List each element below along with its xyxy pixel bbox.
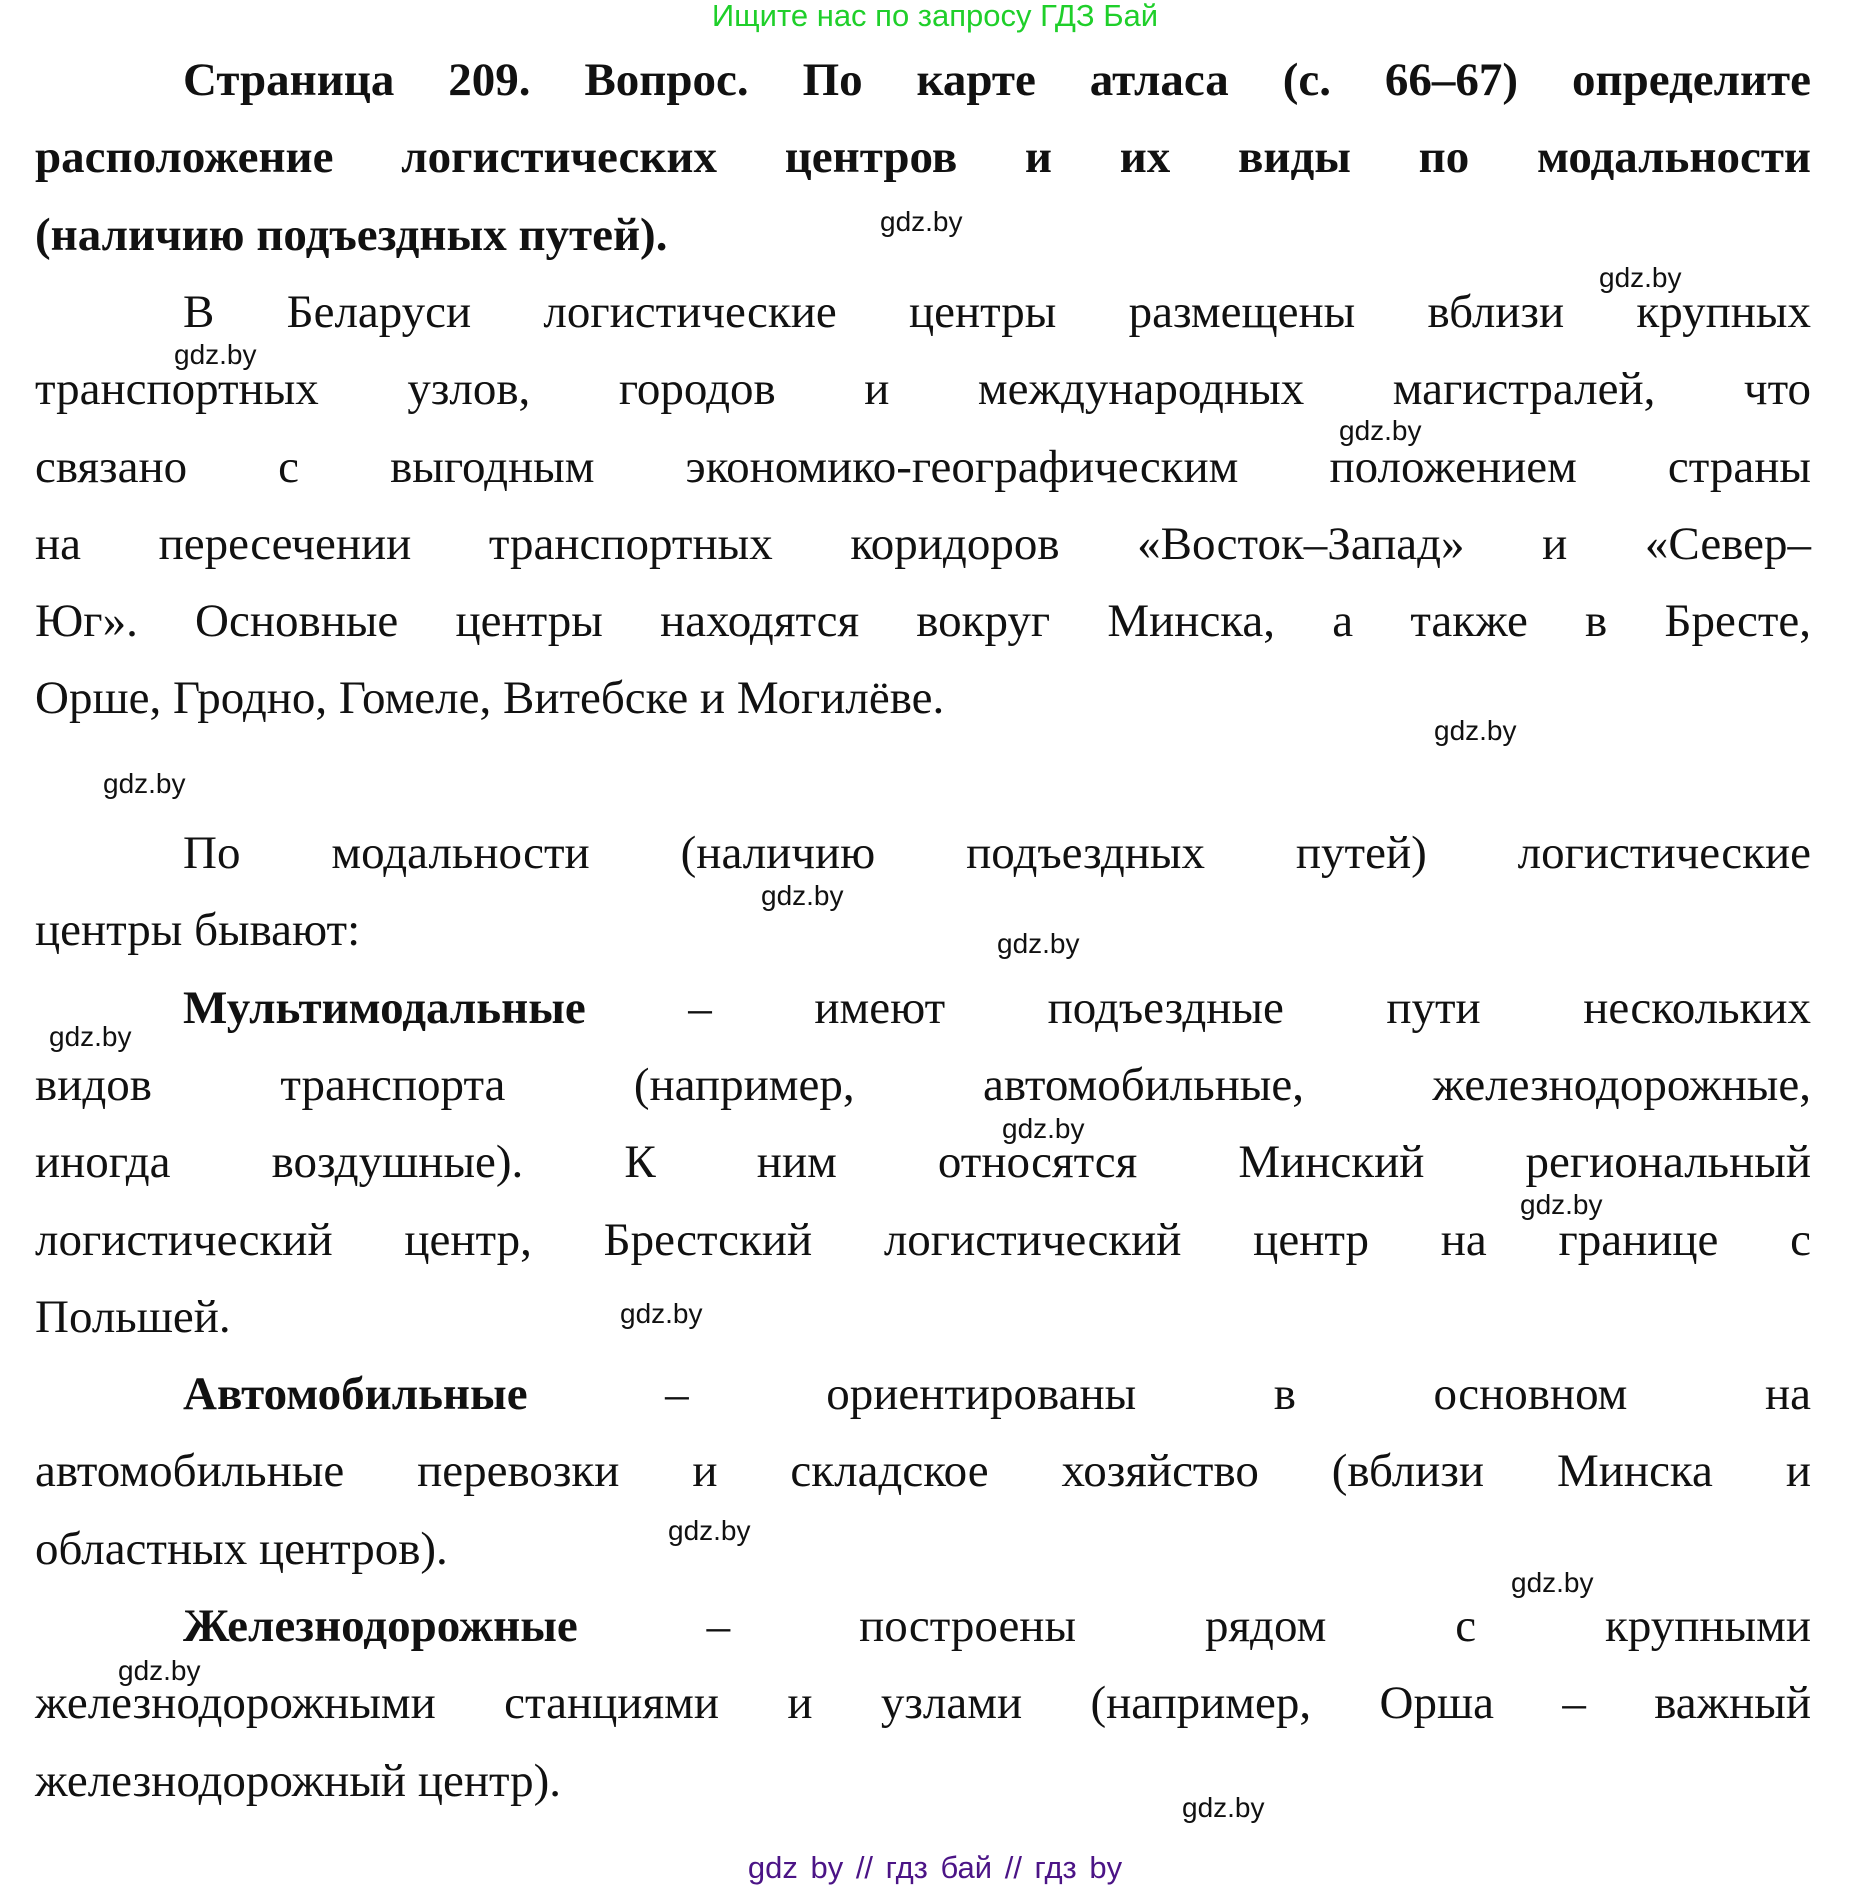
- text-line: автомобильные перевозки и складское хозяйство (вблизи Минска и: [35, 1445, 1811, 1498]
- watermark: gdz.by: [1599, 262, 1682, 293]
- term-bold: Мультимодальные: [183, 981, 586, 1034]
- text-line: железнодорожный центр).: [35, 1754, 561, 1807]
- text-line: транспортных узлов, городов и международных магистралей, что: [35, 363, 1811, 416]
- watermark: gdz.by: [1002, 1113, 1085, 1144]
- footer: gdz by // гдз бай // гдз by: [747, 1850, 1123, 1885]
- text-line: В Беларуси логистические центры размещены вблизи крупных: [183, 285, 1811, 338]
- text-line: Юг». Основные центры находятся вокруг Минска, а также в Бресте,: [35, 595, 1811, 648]
- question-title-line: (наличию подъездных путей).: [35, 208, 668, 261]
- text-line: Железнодорожные – построены рядом с крупными: [183, 1600, 1811, 1652]
- top-note: Ищите нас по запросу ГДЗ Бай: [711, 0, 1159, 33]
- text-line: железнодорожными станциями и узлами (например, Орша – важный: [35, 1677, 1811, 1730]
- text-line: видов транспорта (например, автомобильные, железнодорожные,: [35, 1058, 1811, 1111]
- watermark: gdz.by: [668, 1515, 751, 1546]
- text-line: логистический центр, Брестский логистический центр на границе с: [35, 1213, 1811, 1266]
- watermark: gdz.by: [118, 1655, 201, 1686]
- watermark: gdz.by: [997, 928, 1080, 959]
- watermark: gdz.by: [174, 339, 257, 370]
- watermark: gdz.by: [1520, 1189, 1603, 1220]
- text-line: иногда воздушные). К ним относятся Минский региональный: [35, 1136, 1811, 1189]
- question-title-line: расположение логистических центров и их виды по модальности: [35, 131, 1811, 184]
- text-line: Польшей.: [35, 1290, 231, 1343]
- term-bold: Автомобильные: [183, 1368, 528, 1421]
- watermark: gdz.by: [1511, 1567, 1594, 1598]
- term-bold: Железнодорожные: [183, 1600, 578, 1652]
- text-line: Мультимодальные – имеют подъездные пути нескольких: [183, 981, 1811, 1034]
- watermark: gdz.by: [1182, 1792, 1265, 1823]
- watermark: gdz.by: [761, 880, 844, 911]
- watermark: gdz.by: [620, 1298, 703, 1329]
- text-line: связано с выгодным экономико-географическим положением страны: [35, 440, 1811, 493]
- watermark: gdz.by: [103, 768, 186, 799]
- watermark: gdz.by: [880, 206, 963, 237]
- text-line: Орше, Гродно, Гомеле, Витебске и Могилёве.: [35, 672, 945, 725]
- text-line: областных центров).: [35, 1522, 448, 1575]
- watermark: gdz.by: [1339, 415, 1422, 446]
- text-line: на пересечении транспортных коридоров «Восток–Запад» и «Север–: [35, 517, 1811, 570]
- text-line: По модальности (наличию подъездных путей) логистические: [183, 827, 1811, 879]
- text-line: Автомобильные – ориентированы в основном на: [183, 1368, 1811, 1421]
- question-title-line: Страница 209. Вопрос. По карте атласа (с. 66–67) определите: [183, 54, 1811, 106]
- watermark: gdz.by: [1434, 715, 1517, 746]
- watermark: gdz.by: [49, 1021, 132, 1052]
- text-line: центры бывают:: [35, 904, 361, 957]
